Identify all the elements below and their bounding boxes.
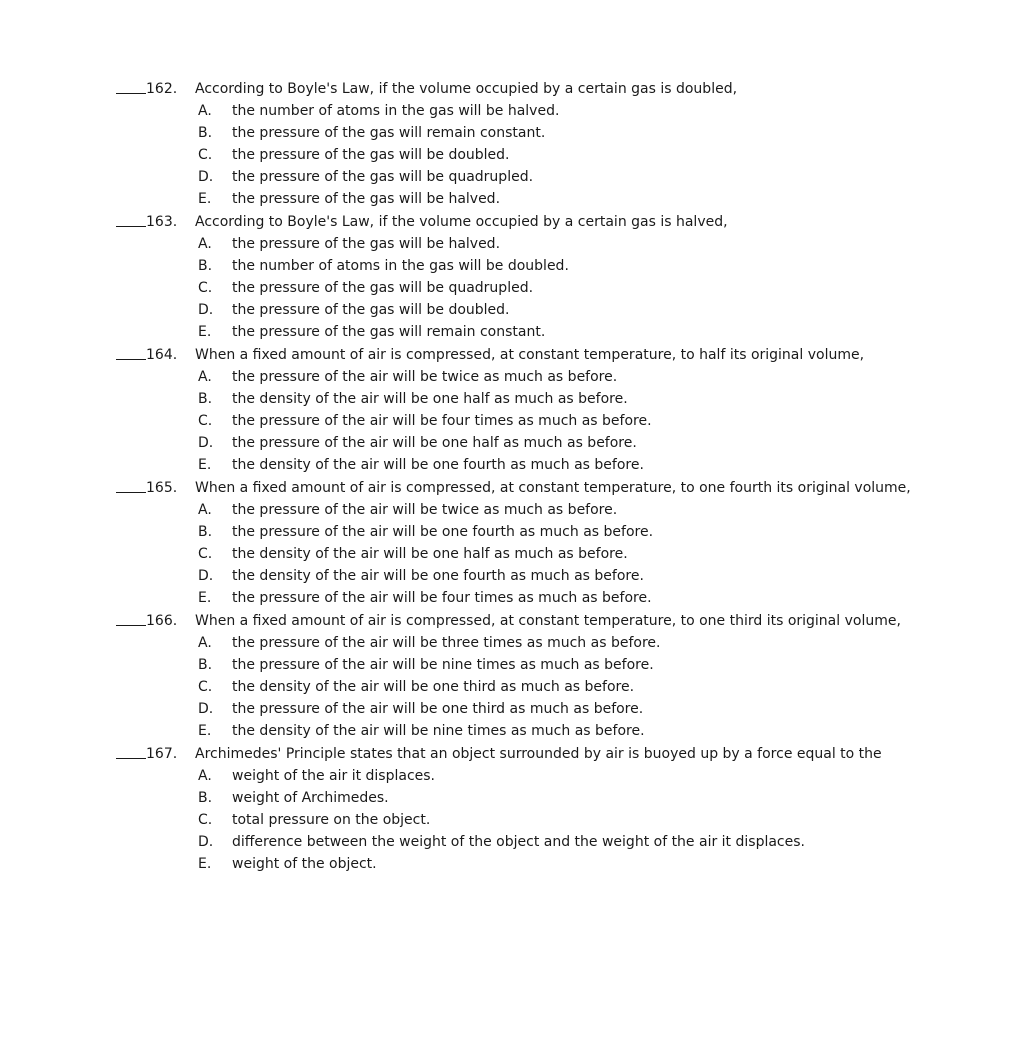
option-d xyxy=(0,831,1036,853)
option-letter: A. xyxy=(198,635,212,651)
question-text: When a fixed amount of air is compressed, at constant temperature, to half its original volume, xyxy=(195,347,865,363)
answer-blank xyxy=(116,492,146,493)
question-number: 163. xyxy=(146,214,178,230)
option-d xyxy=(0,432,1036,454)
option-b xyxy=(0,255,1036,277)
option-c xyxy=(0,410,1036,432)
option-text: the pressure of the air will be one fourth as much as before. xyxy=(232,524,654,540)
option-text: the density of the air will be one fourth as much as before. xyxy=(232,457,644,473)
option-d xyxy=(0,565,1036,587)
option-letter: A. xyxy=(198,768,212,784)
question-header xyxy=(0,477,1036,499)
option-letter: C. xyxy=(198,147,213,163)
option-a xyxy=(0,632,1036,654)
option-text: weight of the air it displaces. xyxy=(232,768,436,784)
option-list xyxy=(0,366,1036,476)
option-letter: E. xyxy=(198,457,212,473)
option-e xyxy=(0,454,1036,476)
option-a xyxy=(0,499,1036,521)
option-e xyxy=(0,853,1036,875)
option-text: the density of the air will be one half as much as before. xyxy=(232,546,628,562)
option-e xyxy=(0,321,1036,343)
option-b xyxy=(0,388,1036,410)
option-text: the pressure of the gas will be doubled. xyxy=(232,147,510,163)
option-text: the pressure of the gas will remain constant. xyxy=(232,324,546,340)
option-letter: C. xyxy=(198,812,213,828)
option-text: weight of Archimedes. xyxy=(232,790,389,806)
question-header xyxy=(0,344,1036,366)
option-letter: B. xyxy=(198,524,213,540)
option-text: the pressure of the gas will remain constant. xyxy=(232,125,546,141)
option-c xyxy=(0,676,1036,698)
option-letter: A. xyxy=(198,369,212,385)
question-165 xyxy=(0,477,1036,609)
option-a xyxy=(0,233,1036,255)
option-text: the pressure of the gas will be quadrupled. xyxy=(232,169,534,185)
option-text: the density of the air will be nine times as much as before. xyxy=(232,723,645,739)
option-text: the pressure of the gas will be quadrupled. xyxy=(232,280,534,296)
option-letter: D. xyxy=(198,302,214,318)
question-163 xyxy=(0,211,1036,343)
option-b xyxy=(0,521,1036,543)
option-text: the number of atoms in the gas will be halved. xyxy=(232,103,560,119)
option-letter: E. xyxy=(198,856,212,872)
option-d xyxy=(0,166,1036,188)
question-text: According to Boyle's Law, if the volume occupied by a certain gas is doubled, xyxy=(195,81,738,97)
question-162 xyxy=(0,78,1036,210)
option-letter: C. xyxy=(198,413,213,429)
option-letter: C. xyxy=(198,546,213,562)
question-166 xyxy=(0,610,1036,742)
option-letter: A. xyxy=(198,502,212,518)
question-text: When a fixed amount of air is compressed, at constant temperature, to one third its original volume, xyxy=(195,613,901,629)
option-list xyxy=(0,765,1036,875)
question-header xyxy=(0,743,1036,765)
option-letter: D. xyxy=(198,435,214,451)
question-header xyxy=(0,211,1036,233)
answer-blank xyxy=(116,226,146,227)
option-letter: D. xyxy=(198,701,214,717)
question-number: 166. xyxy=(146,613,178,629)
question-number: 165. xyxy=(146,480,178,496)
answer-blank xyxy=(116,625,146,626)
option-text: the pressure of the air will be twice as much as before. xyxy=(232,369,618,385)
option-d xyxy=(0,698,1036,720)
option-text: the pressure of the gas will be halved. xyxy=(232,236,501,252)
option-text: the pressure of the air will be twice as much as before. xyxy=(232,502,618,518)
option-list xyxy=(0,632,1036,742)
option-a xyxy=(0,100,1036,122)
option-a xyxy=(0,366,1036,388)
option-letter: B. xyxy=(198,258,213,274)
option-letter: B. xyxy=(198,657,213,673)
option-letter: B. xyxy=(198,125,213,141)
question-header xyxy=(0,78,1036,100)
option-d xyxy=(0,299,1036,321)
option-b xyxy=(0,654,1036,676)
question-number: 162. xyxy=(146,81,178,97)
option-text: the pressure of the air will be four times as much as before. xyxy=(232,413,652,429)
option-c xyxy=(0,809,1036,831)
option-text: the number of atoms in the gas will be doubled. xyxy=(232,258,569,274)
option-c xyxy=(0,543,1036,565)
option-letter: A. xyxy=(198,236,212,252)
option-list xyxy=(0,233,1036,343)
option-c xyxy=(0,277,1036,299)
option-letter: C. xyxy=(198,280,213,296)
option-letter: D. xyxy=(198,169,214,185)
option-b xyxy=(0,122,1036,144)
option-text: difference between the weight of the object and the weight of the air it displaces. xyxy=(232,834,805,850)
question-text: Archimedes' Principle states that an object surrounded by air is buoyed up by a force equal to the xyxy=(195,746,882,762)
option-text: the density of the air will be one fourth as much as before. xyxy=(232,568,644,584)
option-c xyxy=(0,144,1036,166)
answer-blank xyxy=(116,758,146,759)
option-letter: B. xyxy=(198,391,213,407)
option-text: the density of the air will be one third as much as before. xyxy=(232,679,635,695)
option-text: the pressure of the air will be nine times as much as before. xyxy=(232,657,654,673)
question-164 xyxy=(0,344,1036,476)
question-167 xyxy=(0,743,1036,875)
option-b xyxy=(0,787,1036,809)
answer-blank xyxy=(116,93,146,94)
option-e xyxy=(0,188,1036,210)
option-e xyxy=(0,587,1036,609)
option-text: the pressure of the air will be one third as much as before. xyxy=(232,701,644,717)
question-text: When a fixed amount of air is compressed, at constant temperature, to one fourth its original volume, xyxy=(195,480,911,496)
answer-blank xyxy=(116,359,146,360)
question-number: 164. xyxy=(146,347,178,363)
option-e xyxy=(0,720,1036,742)
option-letter: D. xyxy=(198,568,214,584)
option-text: the pressure of the gas will be halved. xyxy=(232,191,501,207)
option-a xyxy=(0,765,1036,787)
option-text: the pressure of the air will be three times as much as before. xyxy=(232,635,661,651)
option-text: the pressure of the air will be one half as much as before. xyxy=(232,435,637,451)
option-text: weight of the object. xyxy=(232,856,377,872)
option-letter: E. xyxy=(198,723,212,739)
option-text: the density of the air will be one half as much as before. xyxy=(232,391,628,407)
question-number: 167. xyxy=(146,746,178,762)
option-list xyxy=(0,499,1036,609)
option-text: the pressure of the gas will be doubled. xyxy=(232,302,510,318)
option-text: total pressure on the object. xyxy=(232,812,431,828)
option-letter: B. xyxy=(198,790,213,806)
option-letter: C. xyxy=(198,679,213,695)
option-list xyxy=(0,100,1036,210)
quiz-page xyxy=(0,78,1036,876)
option-letter: A. xyxy=(198,103,212,119)
option-text: the pressure of the air will be four times as much as before. xyxy=(232,590,652,606)
question-header xyxy=(0,610,1036,632)
option-letter: E. xyxy=(198,590,212,606)
option-letter: E. xyxy=(198,324,212,340)
question-text: According to Boyle's Law, if the volume occupied by a certain gas is halved, xyxy=(195,214,728,230)
option-letter: D. xyxy=(198,834,214,850)
option-letter: E. xyxy=(198,191,212,207)
